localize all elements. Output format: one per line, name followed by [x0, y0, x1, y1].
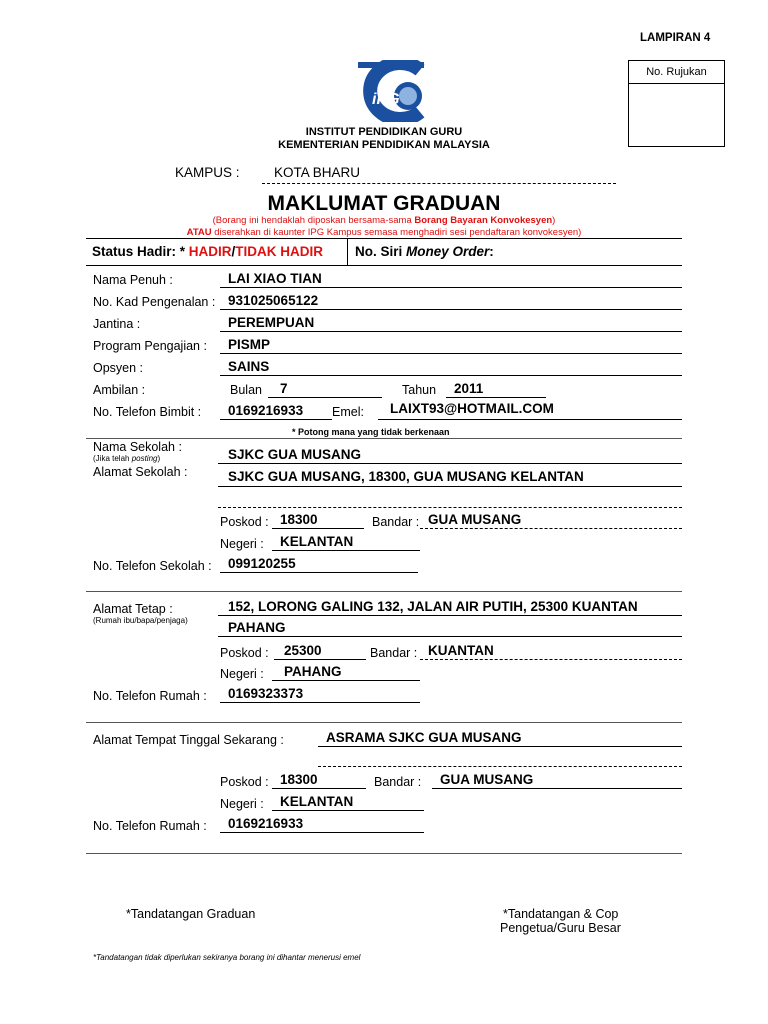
tel-sekarang-value[interactable]: 0169216933	[228, 816, 304, 831]
alamat-sekolah-value[interactable]: SJKC GUA MUSANG, 18300, GUA MUSANG KELANTAN	[228, 469, 584, 484]
logo-text: iPG	[372, 91, 400, 108]
kampus-label: KAMPUS :	[175, 165, 240, 180]
sekolah-value[interactable]: SJKC GUA MUSANG	[228, 447, 362, 462]
negeri-sekarang-label: Negeri :	[220, 797, 264, 811]
ambilan-label: Ambilan :	[93, 383, 146, 397]
poskod-sekolah-value[interactable]: 18300	[280, 512, 318, 527]
bandar-sekolah-label: Bandar :	[372, 515, 420, 529]
tel-sekolah-value[interactable]: 099120255	[228, 556, 296, 571]
negeri-tetap-label: Negeri :	[220, 667, 264, 681]
ministry-name: KEMENTERIAN PENDIDIKAN MALAYSIA	[278, 139, 490, 151]
alamat-tetap-label: Alamat Tetap :	[93, 602, 173, 616]
bandar-tetap-value[interactable]: KUANTAN	[428, 643, 494, 658]
sekolah-label: Nama Sekolah :	[93, 440, 182, 454]
rujukan-label: No. Rujukan	[629, 61, 724, 84]
jantina-label: Jantina :	[93, 317, 141, 331]
negeri-tetap-value[interactable]: PAHANG	[284, 664, 342, 679]
alamat-sekolah-label: Alamat Sekolah :	[93, 465, 188, 479]
nama-label: Nama Penuh :	[93, 273, 173, 287]
poskod-tetap-label: Poskod :	[220, 646, 269, 660]
bulan-label: Bulan	[230, 383, 262, 397]
hp-value[interactable]: 0169216933	[228, 403, 304, 418]
sign-graduan: *Tandatangan Graduan	[126, 907, 256, 921]
tel-sekolah-label: No. Telefon Sekolah :	[93, 559, 212, 573]
program-label: Program Pengajian :	[93, 339, 207, 353]
ipg-logo	[348, 60, 430, 122]
emel-value[interactable]: LAIXT93@HOTMAIL.COM	[390, 401, 554, 416]
bandar-sekolah-value[interactable]: GUA MUSANG	[428, 512, 522, 527]
sign-pengetua: Pengetua/Guru Besar	[500, 921, 621, 935]
footnote: *Tandatangan tidak diperlukan sekiranya borang ini dihantar menerusi emel	[93, 953, 361, 962]
bandar-sekarang-value[interactable]: GUA MUSANG	[440, 772, 534, 787]
tahun-value[interactable]: 2011	[454, 381, 484, 396]
program-value[interactable]: PISMP	[228, 337, 271, 352]
alamat-sekarang-line1[interactable]: ASRAMA SJKC GUA MUSANG	[326, 730, 522, 745]
negeri-sekolah-value[interactable]: KELANTAN	[280, 534, 354, 549]
tel-rumah-value[interactable]: 0169323373	[228, 686, 304, 701]
alamat-tetap-note: (Rumah ibu/bapa/penjaga)	[93, 616, 188, 625]
nama-value[interactable]: LAI XIAO TIAN	[228, 271, 322, 286]
bulan-value[interactable]: 7	[280, 381, 288, 396]
poskod-sekarang-label: Poskod :	[220, 775, 269, 789]
alamat-sekarang-label: Alamat Tempat Tinggal Sekarang :	[93, 733, 284, 747]
alamat-tetap-line2[interactable]: PAHANG	[228, 620, 286, 635]
bandar-sekarang-label: Bandar :	[374, 775, 422, 789]
tel-sekarang-label: No. Telefon Rumah :	[93, 819, 207, 833]
ic-label: No. Kad Pengenalan :	[93, 295, 216, 309]
bandar-tetap-label: Bandar :	[370, 646, 418, 660]
poskod-sekarang-value[interactable]: 18300	[280, 772, 318, 787]
ic-value[interactable]: 931025065122	[228, 293, 319, 308]
potong-note: * Potong mana yang tidak berkenaan	[292, 427, 450, 437]
lampiran-label: LAMPIRAN 4	[640, 32, 711, 44]
status-hadir[interactable]: Status Hadir: * HADIR/TIDAK HADIR	[92, 244, 324, 259]
form-note-2: ATAU diserahkan di kaunter IPG Kampus semasa menghadiri sesi pendaftaran konvokesyen)	[186, 227, 582, 238]
hp-label: No. Telefon Bimbit :	[93, 405, 202, 419]
money-order-label: No. Siri Money Order:	[355, 244, 494, 259]
opsyen-value[interactable]: SAINS	[228, 359, 270, 374]
alamat-tetap-line1[interactable]: 152, LORONG GALING 132, JALAN AIR PUTIH, 25300 KUANTAN	[228, 599, 638, 614]
form-note-1: (Borang ini hendaklah diposkan bersama-sama Borang Bayaran Konvokesyen)	[212, 215, 556, 226]
negeri-sekarang-value[interactable]: KELANTAN	[280, 794, 354, 809]
tel-rumah-label: No. Telefon Rumah :	[93, 689, 207, 703]
sekolah-note: (Jika telah posting)	[93, 454, 161, 463]
opsyen-label: Opsyen :	[93, 361, 144, 375]
tahun-label: Tahun	[402, 383, 437, 397]
poskod-tetap-value[interactable]: 25300	[284, 643, 322, 658]
emel-label: Emel:	[332, 405, 364, 419]
sign-cop: *Tandatangan & Cop	[503, 907, 619, 921]
form-title: MAKLUMAT GRADUAN	[267, 192, 501, 215]
kampus-value: KOTA BHARU	[274, 165, 361, 180]
negeri-sekolah-label: Negeri :	[220, 537, 264, 551]
jantina-value[interactable]: PEREMPUAN	[228, 315, 315, 330]
institute-name: INSTITUT PENDIDIKAN GURU	[305, 126, 463, 138]
poskod-sekolah-label: Poskod :	[220, 515, 269, 529]
